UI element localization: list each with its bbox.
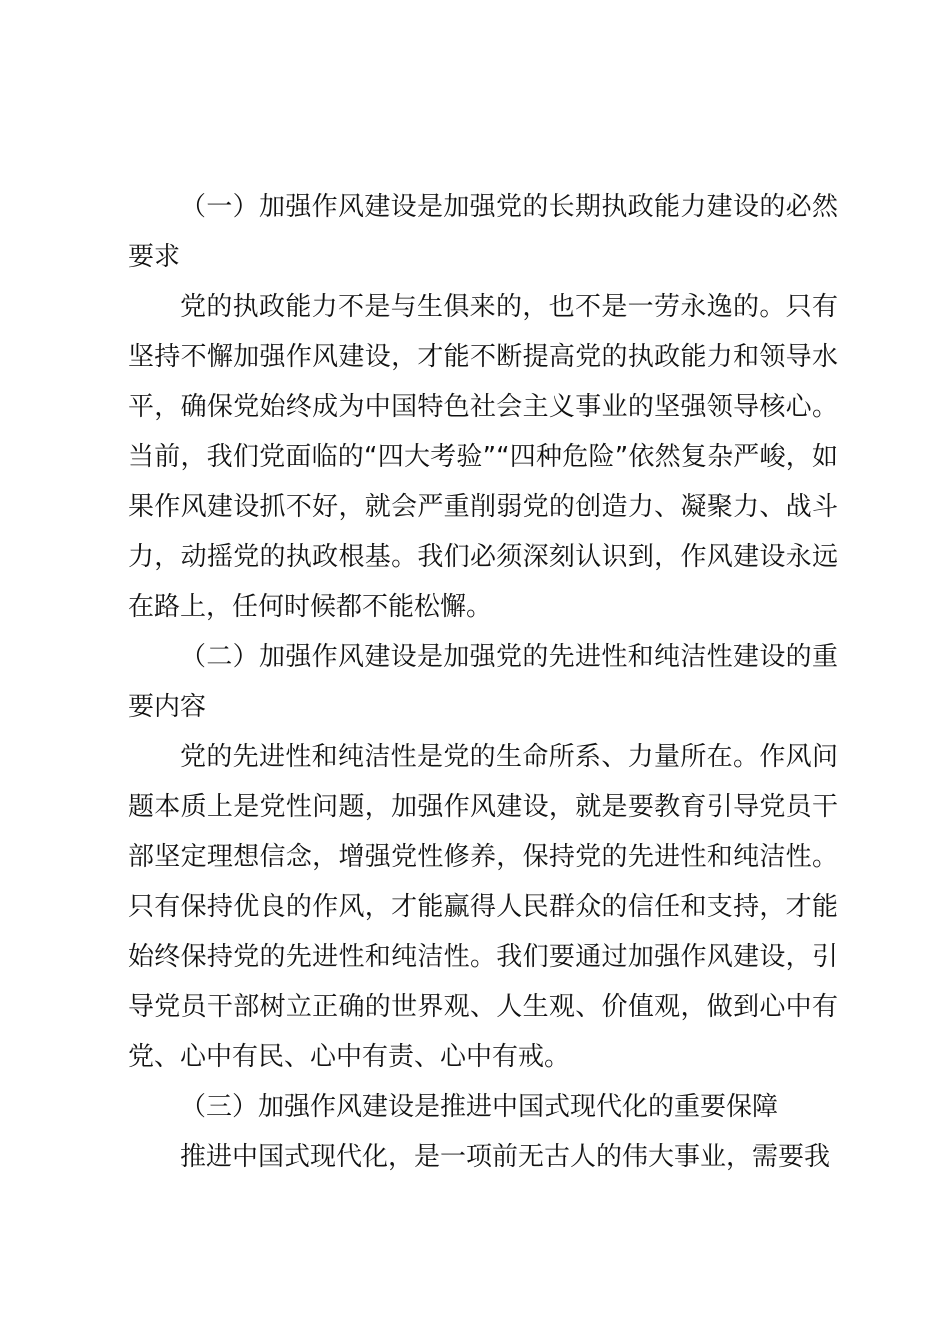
section-heading-1: （一）加强作风建设是加强党的长期执政能力建设的必然要求 [128,192,838,272]
section-heading-2: （二）加强作风建设是加强党的先进性和纯洁性建设的重要内容 [128,642,838,722]
body-paragraph-3: 推进中国式现代化，是一项前无古人的伟大事业，需要我 [180,1142,831,1172]
body-paragraph-1: 党的执政能力不是与生俱来的，也不是一劳永逸的。只有坚持不懈加强作风建设，才能不断提高党的执政能力和领导水平，确保党始终成为中国特色社会主义事业的坚强领导核心。当前，我们党面临的“四大考验”“四种危险”依然复杂严峻，如果作风建设抓不好，就会严重削弱党的创造力、凝聚力、战斗力，动摇党的执政根基。我们必须深刻认识到，作风建设永远在路上，任何时候都不能松懈。 [128,292,838,622]
section-heading-3: （三）加强作风建设是推进中国式现代化的重要保障 [180,1092,779,1122]
document-body [128,182,838,1182]
body-paragraph-2: 党的先进性和纯洁性是党的生命所系、力量所在。作风问题本质上是党性问题，加强作风建设，就是要教育引导党员干部坚定理想信念，增强党性修养，保持党的先进性和纯洁性。只有保持优良的作风，才能赢得人民群众的信任和支持，才能始终保持党的先进性和纯洁性。我们要通过加强作风建设，引导党员干部树立正确的世界观、人生观、价值观，做到心中有党、心中有民、心中有责、心中有戒。 [128,742,838,1072]
